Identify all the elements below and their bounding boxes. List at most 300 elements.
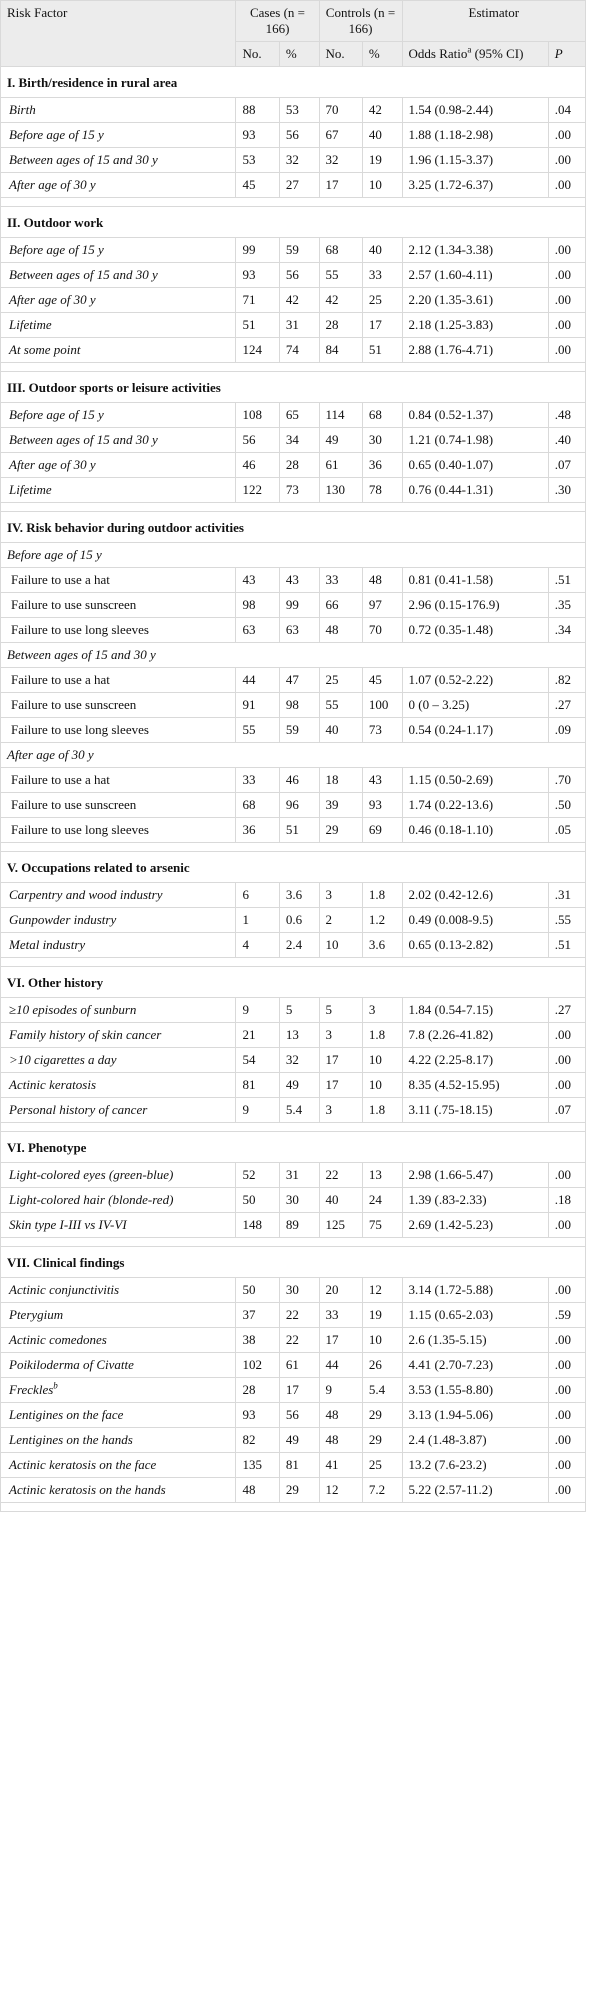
cases-count: 9 [236,998,279,1023]
p-value: .51 [548,933,585,958]
controls-count: 18 [319,768,362,793]
p-value: .00 [548,123,585,148]
p-value: .00 [548,1378,585,1403]
controls-count: 42 [319,288,362,313]
section-spacer [1,503,586,512]
table-row [1,768,586,793]
table-row [1,1328,586,1353]
section-header-row [1,512,586,543]
cases-count: 45 [236,173,279,198]
table-row [1,1048,586,1073]
cases-percent: 5 [279,998,319,1023]
cases-count: 44 [236,668,279,693]
p-value: .40 [548,428,585,453]
cases-percent: 5.4 [279,1098,319,1123]
table-row [1,1378,586,1403]
p-value: .00 [548,238,585,263]
odds-ratio: 2.57 (1.60-4.11) [402,263,548,288]
cases-count: 63 [236,618,279,643]
section-header-row [1,1247,586,1278]
section-spacer [1,198,586,207]
p-value: .00 [548,1213,585,1238]
cases-count: 93 [236,1403,279,1428]
table-row [1,793,586,818]
row-label: At some point [9,342,81,357]
row-label: Light-colored eyes (green-blue) [9,1167,174,1182]
controls-percent: 33 [362,263,402,288]
controls-count: 17 [319,1048,362,1073]
table-row [1,718,586,743]
controls-percent: 78 [362,478,402,503]
cases-percent: 63 [279,618,319,643]
odds-ratio: 1.54 (0.98-2.44) [402,98,548,123]
controls-percent: 30 [362,428,402,453]
odds-ratio: 2.4 (1.48-3.87) [402,1428,548,1453]
p-value: .00 [548,1278,585,1303]
cases-percent: 53 [279,98,319,123]
table-row [1,1278,586,1303]
p-value: .55 [548,908,585,933]
table-row [1,1428,586,1453]
cases-percent: 34 [279,428,319,453]
row-label: Failure to use sunscreen [11,797,137,812]
controls-count: 10 [319,933,362,958]
row-label-cell [1,793,236,818]
controls-count: 130 [319,478,362,503]
header-controls-pct: % [362,42,402,67]
controls-count: 25 [319,668,362,693]
odds-ratio-footnote-mark: a [467,44,472,55]
table-row [1,1453,586,1478]
row-label: After age of 30 y [9,457,96,472]
cases-percent: 22 [279,1328,319,1353]
controls-percent: 24 [362,1188,402,1213]
cases-percent: 56 [279,123,319,148]
section-header-row [1,372,586,403]
p-value: .07 [548,1098,585,1123]
table-row [1,593,586,618]
odds-ratio: 4.22 (2.25-8.17) [402,1048,548,1073]
row-label-cell [1,478,236,503]
row-label-cell [1,618,236,643]
odds-ratio-label: Odds Ratio [408,46,468,61]
table-row [1,1213,586,1238]
cases-percent: 27 [279,173,319,198]
p-value: .82 [548,668,585,693]
section-spacer [1,958,586,967]
row-label-cell [1,288,236,313]
subgroup-label: After age of 30 y [1,743,586,768]
row-label: After age of 30 y [9,177,96,192]
controls-percent: 10 [362,1048,402,1073]
section-header-row [1,1132,586,1163]
p-value: .09 [548,718,585,743]
row-label-cell [1,148,236,173]
cases-count: 81 [236,1073,279,1098]
cases-count: 33 [236,768,279,793]
odds-ratio: 5.22 (2.57-11.2) [402,1478,548,1503]
cases-percent: 47 [279,668,319,693]
cases-count: 148 [236,1213,279,1238]
row-label-cell [1,818,236,843]
controls-count: 66 [319,593,362,618]
cases-count: 108 [236,403,279,428]
cases-percent: 32 [279,1048,319,1073]
odds-ratio: 1.39 (.83-2.33) [402,1188,548,1213]
controls-percent: 12 [362,1278,402,1303]
row-label: Before age of 15 y [9,242,104,257]
odds-ratio: 1.96 (1.15-3.37) [402,148,548,173]
controls-percent: 26 [362,1353,402,1378]
row-label-cell [1,338,236,363]
section-header-row [1,67,586,98]
p-value: .50 [548,793,585,818]
p-value: .27 [548,998,585,1023]
section-header-row [1,852,586,883]
row-label: Freckles [9,1382,54,1397]
row-label: Actinic conjunctivitis [9,1282,120,1297]
cases-percent: 43 [279,568,319,593]
table-row [1,453,586,478]
controls-percent: 10 [362,1328,402,1353]
cases-count: 98 [236,593,279,618]
table-row [1,123,586,148]
cases-percent: 22 [279,1303,319,1328]
section-title: III. Outdoor sports or leisure activities [1,372,586,403]
cases-count: 122 [236,478,279,503]
cases-percent: 13 [279,1023,319,1048]
cases-percent: 73 [279,478,319,503]
table-row [1,1073,586,1098]
p-value: .07 [548,453,585,478]
controls-count: 3 [319,1023,362,1048]
row-label-cell [1,1478,236,1503]
row-label-cell [1,1163,236,1188]
p-value: .27 [548,693,585,718]
table-row [1,1303,586,1328]
odds-ratio: 2.69 (1.42-5.23) [402,1213,548,1238]
p-value: .00 [548,148,585,173]
controls-count: 44 [319,1353,362,1378]
cases-count: 102 [236,1353,279,1378]
controls-count: 55 [319,693,362,718]
odds-ratio: 0 (0 – 3.25) [402,693,548,718]
header-cases: Cases (n = 166) [236,1,319,42]
odds-ratio: 7.8 (2.26-41.82) [402,1023,548,1048]
controls-count: 3 [319,1098,362,1123]
table-row [1,478,586,503]
controls-percent: 42 [362,98,402,123]
table-row [1,1163,586,1188]
row-label-cell [1,1278,236,1303]
odds-ratio: 2.20 (1.35-3.61) [402,288,548,313]
cases-percent: 31 [279,1163,319,1188]
controls-percent: 48 [362,568,402,593]
cases-percent: 89 [279,1213,319,1238]
cases-percent: 65 [279,403,319,428]
section-title: VI. Other history [1,967,586,998]
row-label-cell [1,1073,236,1098]
row-label: Actinic keratosis [9,1077,97,1092]
row-label-cell [1,568,236,593]
controls-count: 29 [319,818,362,843]
subgroup-row [1,543,586,568]
section-spacer [1,1503,586,1512]
cases-percent: 51 [279,818,319,843]
cases-percent: 31 [279,313,319,338]
spacer-cell [1,843,586,852]
controls-count: 22 [319,1163,362,1188]
controls-count: 49 [319,428,362,453]
p-value: .00 [548,1403,585,1428]
row-label: Failure to use a hat [11,672,110,687]
row-label-cell [1,1353,236,1378]
row-label: Failure to use sunscreen [11,697,137,712]
row-label: Actinic comedones [9,1332,107,1347]
table-row [1,288,586,313]
row-label-cell [1,998,236,1023]
controls-percent: 29 [362,1403,402,1428]
spacer-cell [1,958,586,967]
cases-percent: 3.6 [279,883,319,908]
row-label-cell [1,1048,236,1073]
cases-count: 93 [236,263,279,288]
controls-percent: 29 [362,1428,402,1453]
row-label: Before age of 15 y [9,127,104,142]
cases-count: 135 [236,1453,279,1478]
cases-count: 55 [236,718,279,743]
spacer-cell [1,363,586,372]
row-label-cell [1,908,236,933]
subgroup-label: Between ages of 15 and 30 y [1,643,586,668]
odds-ratio: 1.84 (0.54-7.15) [402,998,548,1023]
row-label-cell [1,1303,236,1328]
controls-count: 48 [319,1428,362,1453]
controls-percent: 19 [362,148,402,173]
cases-percent: 49 [279,1073,319,1098]
cases-percent: 59 [279,718,319,743]
row-label-cell [1,428,236,453]
row-label: Before age of 15 y [9,407,104,422]
row-label-cell [1,1428,236,1453]
cases-percent: 56 [279,1403,319,1428]
cases-count: 50 [236,1278,279,1303]
table-row [1,1403,586,1428]
odds-ratio: 1.15 (0.65-2.03) [402,1303,548,1328]
row-label-cell [1,313,236,338]
odds-ratio: 3.13 (1.94-5.06) [402,1403,548,1428]
controls-percent: 1.2 [362,908,402,933]
row-label-cell [1,668,236,693]
cases-count: 82 [236,1428,279,1453]
odds-ratio-ci-label: (95% CI) [471,46,524,61]
header-estimator: Estimator [402,1,585,42]
row-label: Carpentry and wood industry [9,887,163,902]
cases-percent: 61 [279,1353,319,1378]
controls-percent: 100 [362,693,402,718]
odds-ratio: 1.74 (0.22-13.6) [402,793,548,818]
row-label: Skin type I-III vs IV-VI [9,1217,127,1232]
controls-count: 39 [319,793,362,818]
section-spacer [1,843,586,852]
controls-percent: 68 [362,403,402,428]
cases-percent: 30 [279,1188,319,1213]
cases-count: 9 [236,1098,279,1123]
cases-count: 52 [236,1163,279,1188]
controls-count: 125 [319,1213,362,1238]
row-label: Light-colored hair (blonde-red) [9,1192,174,1207]
header-p-value: P [548,42,585,67]
row-label-footnote-mark: b [53,1380,58,1391]
odds-ratio: 1.07 (0.52-2.22) [402,668,548,693]
header-controls-no: No. [319,42,362,67]
cases-count: 4 [236,933,279,958]
p-value: .00 [548,1023,585,1048]
row-label: ≥10 episodes of sunburn [9,1002,137,1017]
cases-percent: 29 [279,1478,319,1503]
row-label-cell [1,1098,236,1123]
controls-count: 5 [319,998,362,1023]
cases-percent: 2.4 [279,933,319,958]
table-header [1,1,586,67]
p-value: .18 [548,1188,585,1213]
cases-count: 71 [236,288,279,313]
subgroup-label: Before age of 15 y [1,543,586,568]
odds-ratio: 0.84 (0.52-1.37) [402,403,548,428]
spacer-cell [1,503,586,512]
p-value: .00 [548,263,585,288]
cases-count: 36 [236,818,279,843]
controls-percent: 36 [362,453,402,478]
table-row [1,403,586,428]
header-risk-factor: Risk Factor [1,1,236,67]
cases-percent: 96 [279,793,319,818]
controls-percent: 19 [362,1303,402,1328]
table-row [1,668,586,693]
p-value: .00 [548,313,585,338]
controls-percent: 73 [362,718,402,743]
table-row [1,1478,586,1503]
row-label-cell [1,693,236,718]
controls-count: 33 [319,1303,362,1328]
table-row [1,908,586,933]
controls-percent: 51 [362,338,402,363]
odds-ratio: 1.88 (1.18-2.98) [402,123,548,148]
p-value: .05 [548,818,585,843]
table-row [1,173,586,198]
cases-percent: 17 [279,1378,319,1403]
p-value: .70 [548,768,585,793]
controls-percent: 13 [362,1163,402,1188]
controls-count: 2 [319,908,362,933]
table-row [1,1098,586,1123]
row-label: Lifetime [9,482,52,497]
header-cases-no: No. [236,42,279,67]
table-row [1,693,586,718]
controls-percent: 43 [362,768,402,793]
p-value: .35 [548,593,585,618]
row-label-cell [1,1188,236,1213]
cases-count: 21 [236,1023,279,1048]
row-label-cell [1,1453,236,1478]
controls-count: 48 [319,618,362,643]
controls-percent: 1.8 [362,1098,402,1123]
row-label: >10 cigarettes a day [9,1052,117,1067]
cases-count: 51 [236,313,279,338]
cases-count: 28 [236,1378,279,1403]
cases-count: 99 [236,238,279,263]
table-row [1,338,586,363]
row-label-cell [1,768,236,793]
row-label: Poikiloderma of Civatte [9,1357,134,1372]
controls-count: 41 [319,1453,362,1478]
table-row [1,263,586,288]
controls-count: 17 [319,1328,362,1353]
row-label-cell [1,403,236,428]
section-spacer [1,1238,586,1247]
cases-count: 6 [236,883,279,908]
cases-percent: 49 [279,1428,319,1453]
row-label: Metal industry [9,937,86,952]
cases-percent: 46 [279,768,319,793]
table-body [1,67,586,1512]
cases-percent: 56 [279,263,319,288]
p-value: .59 [548,1303,585,1328]
row-label-cell [1,98,236,123]
table-row [1,568,586,593]
odds-ratio: 0.76 (0.44-1.31) [402,478,548,503]
row-label: Failure to use long sleeves [11,622,149,637]
row-label: Actinic keratosis on the hands [9,1482,166,1497]
row-label-cell [1,883,236,908]
p-value: .00 [548,173,585,198]
controls-count: 32 [319,148,362,173]
table-row [1,883,586,908]
controls-count: 55 [319,263,362,288]
controls-percent: 40 [362,238,402,263]
section-title: VI. Phenotype [1,1132,586,1163]
cases-percent: 30 [279,1278,319,1303]
controls-count: 61 [319,453,362,478]
controls-count: 68 [319,238,362,263]
odds-ratio: 1.21 (0.74-1.98) [402,428,548,453]
section-spacer [1,363,586,372]
row-label-cell [1,718,236,743]
section-title: V. Occupations related to arsenic [1,852,586,883]
odds-ratio: 3.25 (1.72-6.37) [402,173,548,198]
table-row [1,998,586,1023]
row-label: Between ages of 15 and 30 y [9,432,158,447]
odds-ratio: 0.81 (0.41-1.58) [402,568,548,593]
odds-ratio: 1.15 (0.50-2.69) [402,768,548,793]
spacer-cell [1,1503,586,1512]
header-controls: Controls (n = 166) [319,1,402,42]
table-row [1,618,586,643]
spacer-cell [1,198,586,207]
controls-count: 114 [319,403,362,428]
odds-ratio: 0.49 (0.008-9.5) [402,908,548,933]
odds-ratio: 2.98 (1.66-5.47) [402,1163,548,1188]
cases-count: 37 [236,1303,279,1328]
cases-count: 93 [236,123,279,148]
cases-count: 46 [236,453,279,478]
row-label-cell [1,1378,236,1403]
odds-ratio: 3.14 (1.72-5.88) [402,1278,548,1303]
cases-percent: 42 [279,288,319,313]
controls-percent: 93 [362,793,402,818]
controls-percent: 70 [362,618,402,643]
table-row [1,933,586,958]
